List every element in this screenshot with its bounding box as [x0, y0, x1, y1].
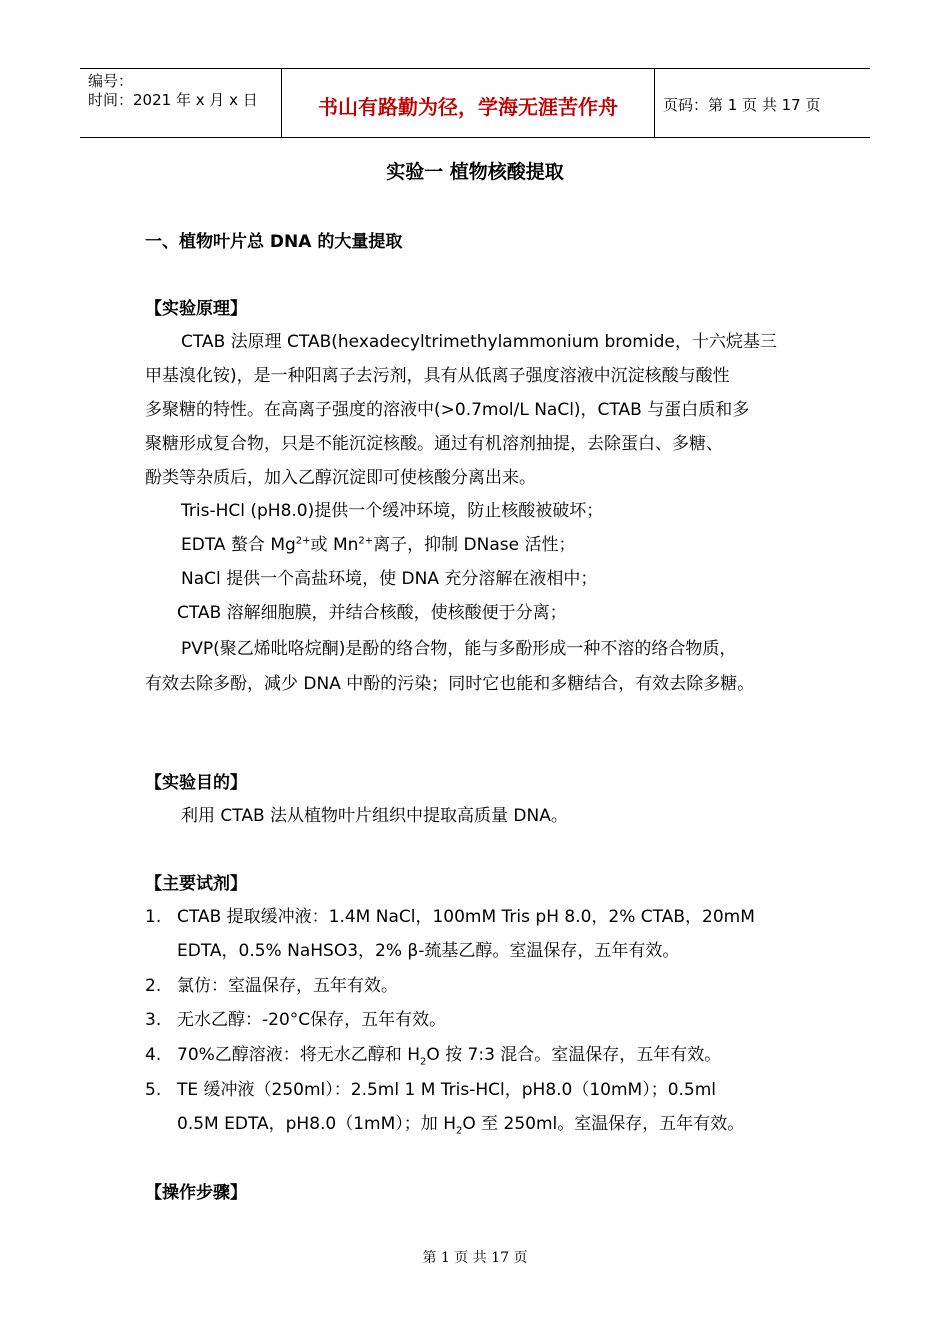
header-table — [80, 68, 870, 138]
reagent-4-number: 4. — [145, 1045, 162, 1065]
pvp-line-1: PVP(聚乙烯吡咯烷酮)是酚的络合物，能与多酚形成一种不溶的络合物质， — [181, 639, 737, 659]
page-footer: 第 1 页 共 17 页 — [422, 1250, 528, 1266]
principle-line-1: CTAB 法原理 CTAB(hexadecyltrimethylammonium bromide，十六烷基三 — [181, 332, 777, 352]
procedure-heading: 【操作步骤】 — [145, 1183, 247, 1203]
edta-text-c: 离子，抑制 DNase 活性； — [373, 535, 576, 555]
edta-sup-2: 2+ — [358, 535, 374, 547]
section-heading: 一、植物叶片总 DNA 的大量提取 — [145, 232, 403, 252]
reagent-3: 无水乙醇：-20°C保存，五年有效。 — [177, 1010, 447, 1030]
ctab-line: CTAB 溶解细胞膜，并结合核酸，使核酸便于分离； — [177, 603, 567, 623]
reagent-5-line-2 — [177, 1113, 744, 1135]
tris-line: Tris-HCl (pH8.0)提供一个缓冲环境，防止核酸被破坏； — [181, 501, 604, 521]
principle-line-3: 多聚糖的特性。在高离子强度的溶液中(>0.7mol/L NaCl)，CTAB 与蛋白质和多 — [145, 400, 750, 420]
reagent-5-number: 5. — [145, 1080, 162, 1100]
reagents-heading: 【主要试剂】 — [145, 874, 247, 894]
header-meta-cell — [80, 69, 282, 137]
reagent-5-text-b: O 至 250ml。室温保存，五年有效。 — [462, 1114, 745, 1134]
header-page-cell — [655, 69, 870, 137]
reagent-1-number: 1. — [145, 907, 162, 927]
reagent-2: 氯仿：室温保存，五年有效。 — [177, 976, 398, 996]
principle-line-5: 酚类等杂质后，加入乙醇沉淀即可使核酸分离出来。 — [145, 468, 536, 488]
principle-line-4: 聚糖形成复合物，只是不能沉淀核酸。通过有机溶剂抽提，去除蛋白、多糖、 — [145, 434, 723, 454]
reagent-5-sub: 2 — [455, 1125, 463, 1137]
reagent-3-number: 3. — [145, 1010, 162, 1030]
reagent-5-text-a: 0.5M EDTA，pH8.0（1mM）；加 H — [177, 1114, 456, 1134]
document-date: 时间：2021 年 x 月 x 日 — [88, 91, 258, 109]
reagent-4-text-b: O 按 7:3 混合。室温保存，五年有效。 — [426, 1045, 722, 1065]
purpose-text: 利用 CTAB 法从植物叶片组织中提取高质量 DNA。 — [181, 806, 568, 826]
reagent-1-line-2: EDTA，0.5% NaHSO3，2% β-巯基乙醇。室温保存，五年有效。 — [177, 941, 680, 961]
reagent-4-sub: 2 — [419, 1056, 427, 1068]
header-motto-cell — [282, 69, 655, 137]
header-motto: 书山有路勤为径，学海无涯苦作舟 — [318, 95, 618, 119]
purpose-heading: 【实验目的】 — [145, 773, 247, 793]
header-page-info: 页码：第 1 页 共 17 页 — [663, 96, 821, 114]
nacl-line: NaCl 提供一个高盐环境，使 DNA 充分溶解在液相中； — [181, 569, 598, 589]
edta-line — [181, 534, 576, 556]
reagent-4-text-a: 70%乙醇溶液：将无水乙醇和 H — [177, 1045, 420, 1065]
principle-heading: 【实验原理】 — [145, 299, 247, 319]
edta-text-b: 或 Mn — [310, 535, 359, 555]
reagent-1-line-1: CTAB 提取缓冲液：1.4M NaCl，100mM Tris pH 8.0，2% CTAB，20mM — [177, 907, 755, 927]
document-title: 实验一 植物核酸提取 — [386, 161, 564, 183]
reagent-2-number: 2. — [145, 976, 162, 996]
reagent-5-line-1: TE 缓冲液（250ml）：2.5ml 1 M Tris-HCl，pH8.0（10mM）；0.5ml — [177, 1080, 717, 1100]
edta-sup-1: 2+ — [295, 535, 311, 547]
edta-text-a: EDTA 螯合 Mg — [181, 535, 296, 555]
principle-line-2: 甲基溴化铵)，是一种阳离子去污剂，具有从低离子强度溶液中沉淀核酸与酸性 — [145, 366, 730, 386]
reagent-4 — [177, 1044, 721, 1066]
pvp-line-2: 有效去除多酚，减少 DNA 中酚的污染；同时它也能和多糖结合，有效去除多糖。 — [145, 674, 755, 694]
document-number-label: 编号： — [88, 72, 134, 90]
